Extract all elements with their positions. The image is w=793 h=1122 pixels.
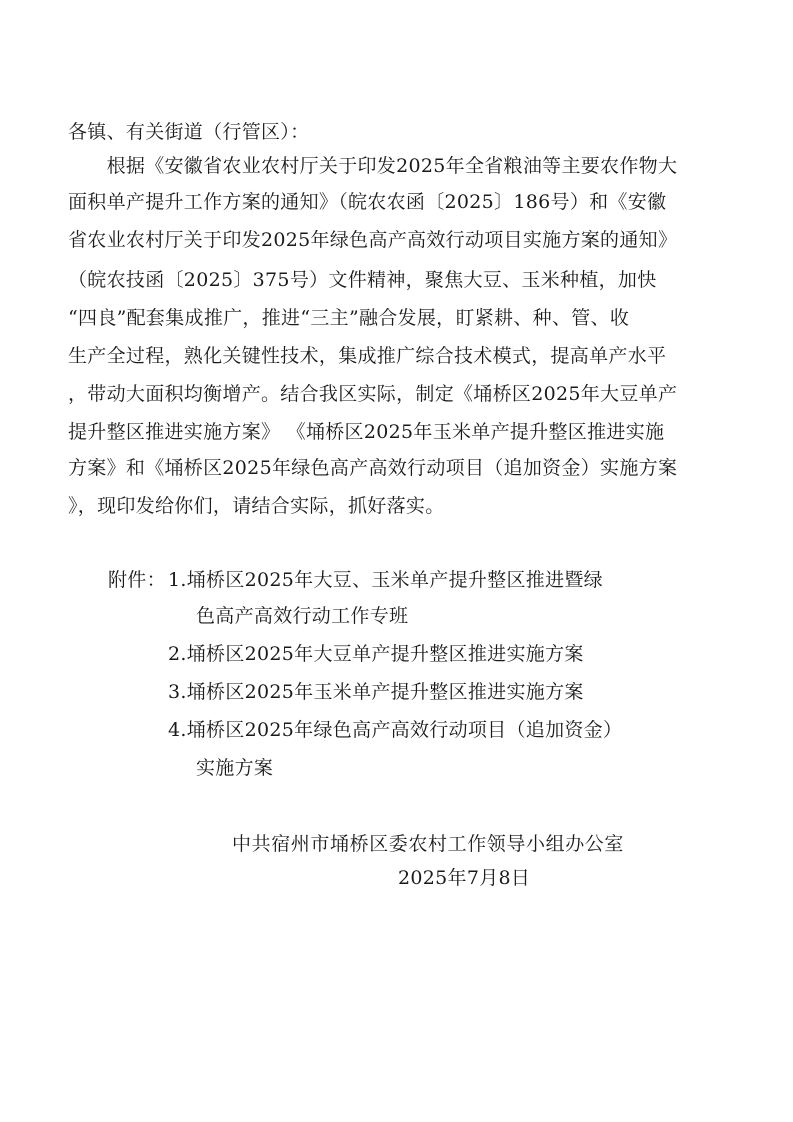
issuer: 中共宿州市埇桥区委农村工作领导小组办公室 xyxy=(232,833,625,855)
body-line: “四良”配套集成推广，推进“三主”融合发展，盯紧耕、种、管、收 xyxy=(68,307,630,329)
attachment-item: 2.埇桥区2025年大豆单产提升整区推进实施方案 xyxy=(168,643,584,665)
attachment-item: 1.埇桥区2025年大豆、玉米单产提升整区推进暨绿 xyxy=(168,569,603,591)
attachments-label: 附件： xyxy=(108,569,166,591)
attachment-item: 4.埇桥区2025年绿色高产高效行动项目（追加资金） xyxy=(168,719,623,741)
attachment-item: 3.埇桥区2025年玉米单产提升整区推进实施方案 xyxy=(168,681,584,703)
issue-date: 2025年7月8日 xyxy=(398,867,531,889)
body-line: （皖农技函〔2025〕375号）文件精神，聚焦大豆、玉米种植，加快 xyxy=(68,269,657,291)
body-line: 省农业农村厅关于印发2025年绿色高产高效行动项目实施方案的通知》 xyxy=(68,229,678,251)
body-line: 提升整区推进实施方案》 《埇桥区2025年玉米单产提升整区推进实施 xyxy=(68,421,665,443)
body-line: 方案》和《埇桥区2025年绿色高产高效行动项目（追加资金）实施方案 xyxy=(68,457,678,479)
body-line: 》，现印发给你们，请结合实际，抓好落实。 xyxy=(68,495,445,517)
body-line: ，带动大面积均衡增产。结合我区实际，制定《埇桥区2025年大豆单产 xyxy=(68,383,678,405)
body-line: 根据《安徽省农业农村厅关于印发2025年全省粮油等主要农作物大 xyxy=(68,155,678,177)
attachment-item-continued: 色高产高效行动工作专班 xyxy=(196,605,409,627)
attachment-item-continued: 实施方案 xyxy=(196,757,274,779)
salutation: 各镇、有关街道（行管区）： xyxy=(68,121,310,143)
body-line: 面积单产提升工作方案的通知》（皖农农函〔2025〕186号）和《安徽 xyxy=(68,191,667,213)
body-line: 生产全过程，熟化关键性技术，集成推广综合技术模式，提高单产水平 xyxy=(68,345,667,367)
